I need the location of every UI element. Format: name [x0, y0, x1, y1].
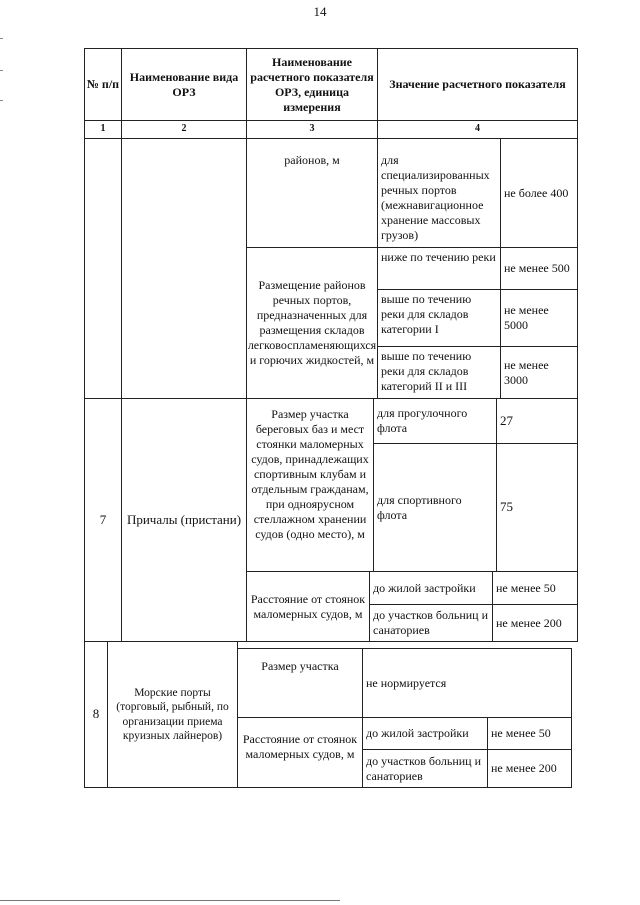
header-col-type	[121, 48, 247, 121]
margin-mark	[0, 70, 3, 71]
row8-condition-residential: до жилой застройки	[362, 717, 488, 750]
row8-number: 8	[84, 641, 108, 788]
header-col-number	[84, 48, 122, 121]
row8-value-not-less-50: не менее 50	[487, 717, 572, 750]
header-col-indicator-label: Наименование расчетного показателя ОРЗ, единица измерения	[250, 54, 374, 114]
indicator-flammable-warehouses-text: Размещение районов речных портов, предназначенных для размещения складов легковоспламеняющихся и горючих жидкостей, м	[247, 278, 377, 367]
header-col-value-label: Значение расчетного показателя	[389, 77, 566, 91]
row8-condition-hospitals: до участков больниц и санаториев	[362, 749, 488, 788]
row7-condition-hospitals: до участков больниц и санаториев	[369, 604, 493, 642]
row-cont-type	[121, 138, 247, 399]
header-col-value	[377, 48, 578, 121]
header-col-indicator	[246, 48, 378, 121]
indicator-cont-top: районов, м	[246, 138, 378, 248]
margin-mark	[0, 100, 3, 101]
row8-indicator-distance: Расстояние от стоянок маломерных судов, м	[237, 717, 363, 788]
indicator-flammable-warehouses	[246, 247, 378, 399]
row7-value-not-less-200: не менее 200	[492, 604, 578, 642]
row7-indicator-size: Размер участка береговых баз и мест стоянки маломерных судов, принадлежащих спортивным клубам и отдельным гражданам, при одноярусном стеллажном хранении судов (одно место), м	[246, 398, 374, 572]
header-col-type-label: Наименование вида ОРЗ	[129, 69, 239, 99]
row7-value-27: 27	[496, 398, 578, 444]
row-cont-number	[84, 138, 122, 399]
row7-condition-pleasure-fleet: для прогулочного флота	[373, 398, 497, 444]
row7-value-not-less-50: не менее 50	[492, 571, 578, 605]
row7-type: Причалы (пристани)	[121, 398, 247, 642]
row7-value-75: 75	[496, 443, 578, 572]
header-num-1: 1	[84, 120, 122, 139]
row7-number: 7	[84, 398, 122, 642]
row7-indicator-distance-text: Расстояние от стоянок маломерных судов, м	[250, 591, 366, 621]
row7-condition-sport-fleet: для спортивного флота	[373, 443, 497, 572]
header-num-3: 3	[246, 120, 378, 139]
condition-specialized-ports: для специализированных речных портов (межнавигационное хранение массовых грузов)	[377, 138, 501, 248]
value-not-less-5000: не менее 5000	[500, 289, 578, 347]
row8-value-not-less-200: не менее 200	[487, 749, 572, 788]
condition-upstream-cat1: выше по течению реки для складов категории I	[377, 289, 501, 347]
value-not-more-400: не более 400	[500, 138, 578, 248]
row8-indicator-size: Размер участка	[237, 648, 363, 718]
row7-condition-residential: до жилой застройки	[369, 571, 493, 605]
row8-value-not-regulated: не нормируется	[362, 648, 572, 718]
header-num-4: 4	[377, 120, 578, 139]
condition-downstream: ниже по течению реки	[377, 247, 501, 290]
margin-mark	[0, 38, 3, 39]
row8-type: Морские порты (торговый, рыбный, по организации приема круизных лайнеров)	[107, 641, 238, 788]
header-num-2: 2	[121, 120, 247, 139]
row7-indicator-distance	[246, 571, 370, 642]
page-number: 14	[313, 4, 327, 19]
condition-upstream-cat2-3: выше по течению реки для складов категорий II и III	[377, 346, 501, 399]
value-not-less-3000: не менее 3000	[500, 346, 578, 399]
header-col-number-label: № п/п	[86, 77, 120, 91]
value-not-less-500: не менее 500	[500, 247, 578, 290]
scan-bottom-line	[0, 900, 340, 901]
